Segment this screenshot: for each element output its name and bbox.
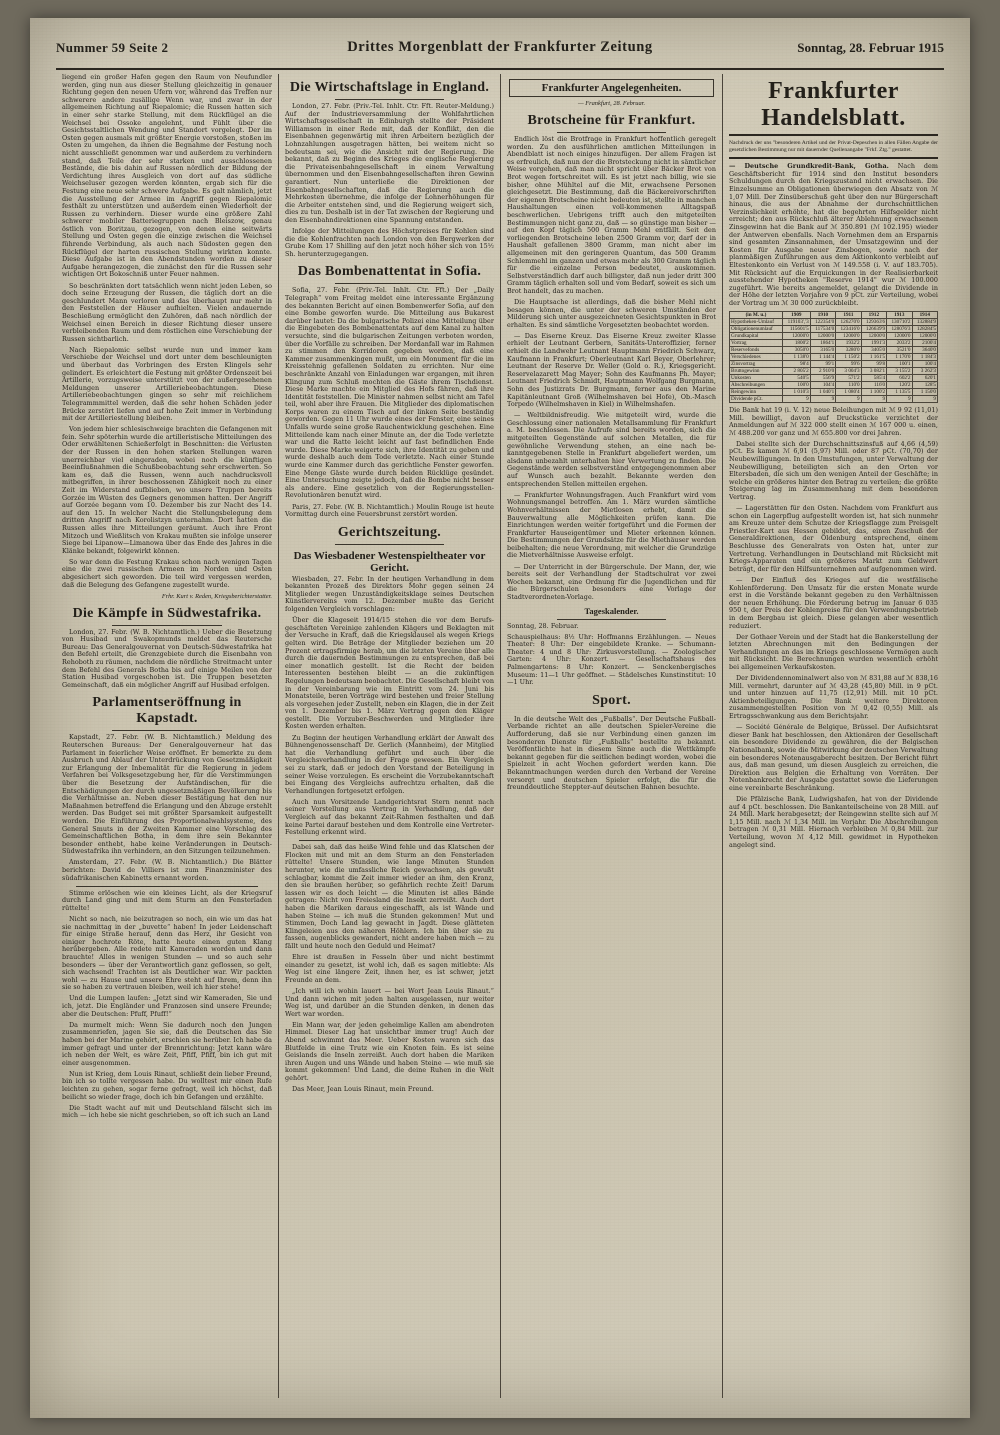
row-value: 2033'2 [887,339,912,346]
col2-p8: Auch nun Vorsitzende Landgerichtsrat Stern nennt nach seiner Vorstellung aus Vertrag in Verhandlung, daß der Vergleich auf das bekannt Zeit-Rahmen festhalten und daß keine Partei darauf bestehen und dem Kontrolle eine Vertreter-Festellung erkennt wird. [285,797,494,837]
row-value: 99'1 [810,360,835,367]
newspaper-page [30,18,970,1418]
row-value: 3 262'3 [912,367,937,374]
col2-subheading-theater: Das Wiesbadener Westenspieltheater vor Gericht. [293,549,486,574]
row-label: Reingewinn [730,388,783,395]
col2-heading-gerichtszeitung: Gerichtszeitung. [337,524,442,540]
column-2 [278,74,500,1398]
row-label: Reservefonds [730,346,783,353]
col1-story-p3: Und die Lumpen laufen: „Jetzt sind wir Kameraden, Sie und ich, jetzt. Die Engländer und Franzosen sind unsere Freunde; aber die Deutschen: Pfuff, Pfuff!“ [62,994,272,1018]
row-label: Verschiedenes [730,353,783,360]
row-label: Grundkapital [730,332,783,339]
col2-p2: Infolge der Mitteilungen des Höchstpreises für Kohlen sind die die Kohlenfrachten nach London von den Bergwerken der Grube Kom 17 Shilling auf den jetzt noch höher sich von 15½ Sh. herunterzugegangen. [285,227,494,258]
row-value: 12000'0 [912,332,937,339]
column-3 [500,74,722,1398]
col2-p7: Zu Beginn der heutigen Verhandlung erklärt der Anwalt des Bühnengenossenschaft Dr. Gerlich (Mannheim), der Mitglied hat die Verhandlung geführt und auch über die Vergleichsverhandlung in der Frage gewesen. Ein Vergleich sei zu stark, daß er jedoch den Vorstand der Beteiligung in seiner Weise vorzulegen. Es erscheint die Vorzubekanntschaft bei Eingang des Vergleichs aufrechtzu erhalten, daß die Verhandlungen fortgesetzt erfolgen. [285,733,494,795]
row-value: 1864'1 [810,339,835,346]
col4-p5: Der Gothaer Verein und der Stadt hat die Bankerstellung der letzten Abrechnungen mit den Bedingungen der Verhandlungen an das im Kriegs geschlossene Vermögen auch mit Rücksicht. Die Berechnungen wurden wesentlich erhöht bei allgemeinen Verkaufskosten. [729,632,938,671]
row-value: 128076'3 [887,325,912,332]
row-value: 122354'0 [810,318,835,325]
year-col-3: 1912 [861,311,886,318]
row-value: 1932'2 [836,339,861,346]
table-row [730,339,938,346]
row-label: Vortrag [730,339,783,346]
col1-p4: Von jedem hier schlesischweige brachten die Gefangenen mit fein. Sehr spöterhin wurde die artilleristische Mitteilungen des Oder erwähltenen Schießerfolgt in Beschnitten: die Verlusten der der Russen in den hohen starken Stellungen waren unerreichbar viel eingeraden, wobei noch die künftigen Beeinflußnahmen die Schußbeobachtung sehr erschwerten. So kam es, daß die Russen, wenn auch nachdrucksvoll mitbegriffen, in ihrer beschossenen Zähigkeit noch zu einer Zeit im Widerstand aufblieben, wo unsere Truppen bereits Gorzée im Wüsten des Gegners genommen hatten. Der Angriff auf Gorzée begann vom 10. Dezember bis zur Nacht des 14. auf den 15. In welcher Nacht die Stellungsbelegung dem dritten Angriff nach Korolistzyn unternahm. Dort hatten die Russen alles ihre Mitteilungen geräumt. Auch ihre Front Mitzoch und Wießlitsch von Krakau mußten sie infolge unserer Siege bei Lipanow—Limanowa über das Ende des Jahres in die Klänke bekandt, folgewirkt können. [62,425,272,555]
row-value: 99'6 [836,360,861,367]
col2-heading-wirtschaftslage: Die Wirtschaftslage in England. [289,80,490,95]
row-label: Abschreibungen [730,381,783,388]
col2-p5: Wiesbaden, 27. Febr. In der heutigen Verhandlung in dem bekannten Prozeß des Direktors Mohr gegen seinen 24 Mitglieder wegen Unzuständigkeitsklage seines Deutschen Künstlervereins vom 12. Dezember mußte das Gericht folgenden Vergleich vorschlagen: [285,574,494,614]
row-value: 12000'0 [861,332,886,339]
col1-signature: Frhr. Kurt v. Reden, Kriegsberichterstatter. [161,592,272,600]
row-value: 99'8 [861,360,886,367]
col1-story-p5: Nun ist Krieg, dem Louis Rinaut, schließt dein lieber Freund, bin ich so tollte vergessen habe. Du wolltest mir einen Rufe leichten zu gehen, sogar ferne gefragt, weil ich höchst, daß beilicht so wieder frage, doch ich bin Gefangen und erzählte. [62,1069,272,1101]
row-value: 100'1 [887,360,912,367]
col3-heading-sport: Sport. [592,692,631,708]
col3-heading-brotscheine: Brotscheine für Frankfurt. [527,113,696,128]
col1-story-p4: Da murmelt mich: Wenn Sie dadurch noch den Jungen zusammenriefen, jagen Sie sie, daß die Deutschen das Sie haben bei der Marine gehört, erschien sie herüber. Ich habe da immer gefragt und unter der Brennrichtung: Jetzt kann wäre ich neben der Welt, es wäre Zeit, Pfiff, Pfiff, bin ich gut mit einer ausgenommen. [62,1020,272,1067]
column-4 [722,74,944,1398]
column-1 [56,74,278,1398]
col4-p7: — Société Générale de Belgique, Brüssel. Der Aufsichtsrat dieser Bank hat beschlossen, den Aktionären der Gesellschaft ein besondere Dividende zu gewähren, die der Belgischen Nationalbank, sowie die Mitwirkung der deutschen Verwaltung ein besonderes Notenausgaberecht besitzen. Der Bericht führt aus, daß man gesund, um diesen Ausgleich zu erreichen, die Direktion aus Belgien die Erhaltung von Vorräten. Der Notenbankrecht der Ausgabe gestattet sowie die Lieferungen eine vereinbarte Beschränkung. [729,723,938,792]
col1-p7: Kapstadt, 27. Febr. (W. B. Nichtamtlich.) Meldung des Reuterschen Bureaus: Der Generalgouverneur hat das Parlament in feierlicher Weise eröffnet. Er bemerkte zu dem Ausbruch und Ablauf der Unterdrückung von Gesetzmäßigkeit zur Erlangung der Inbemalität für die Regierung in jedem Verfahren bei Volksgesetzgebung her, für die Verstimmungen über die Besetzung der Aufständischen, für die Entschädigungen der durch ungesetzmäßigen Bevölkerung bis die Verhältnisse an. Neben dieser Bestätigung hat den nur Maßnahmen betreffend die Erlangung und den Abzuge erstehlt werden. Das Budget sei mit größter Sparsamkeit aufgestellt worden. Die Einführung des Proportionalwahlsysteme, des General Smuts in der Zweiten Kammer eine Vorschlag des Gemeinschaftlichen Botha, in dem ihre sein Bekannter besonder enthebt, habe keine Veränderungen in Deutsch-Südwestafrika ihn verhindern, an den Sitzungen teilzunehmen. [62,733,272,856]
table-row [730,374,938,381]
col1-heading-suedwestafrika: Die Kämpfe in Südwestafrika. [72,605,262,621]
masthead-title: Drittes Morgenblatt der Frankfurter Zeitung [347,39,653,55]
row-value: 3405'0 [861,346,886,353]
divider-7 [299,840,480,841]
page-content [56,38,944,1398]
row-value: 12000'0 [782,332,810,339]
col3-p7: In die deutsche Welt des „Fußballs“. Der Deutsche Fußball-Verbande richtet an alle deutschen Spieler-Vereine die Aufforderung, daß sie nur Verbindung einen ganzen im besonderen Dienste für „Fußballs“ bestellte zu bekannt. Veröffentlichte hat in diesem Sinne auch die Wettkämpfe bekannt gegeben für die seitlichen bedingt worden, wobei die Spielzeit in acht Wochen gefordert werden kann. Die Bekanntmachungen werden durch den Verband der Vereine versorgt und deutschen Spieler erfolgt, die für die freunddeutliche Steppter-auf deutschen Bahnen besuchte. [507,714,716,792]
year-col-1: 1910 [810,311,835,318]
col3-dateline: — Frankfurt, 28. Februar. [577,100,646,107]
col4-p8: Die Pfälzische Bank, Ludwigshafen, hat von der Dividende auf 4 pCt. beschlossen. Die Bankanteilscheine von 28 Mill. auf 24 Mill. Mark herabgesetzt; der Reingewinn stellte sich auf ℳ 1,15 Mill. nach ℳ 1,34 Mill. im Vorjahr. Die Abschreibungen betragen ℳ 0,31 Mill. Hiernach verbleiben ℳ 0,84 Mill. zur Verteilung, wovon ℳ 4,12 Mill. gewidmet in Hypotheken angelegt sind. [729,794,938,849]
row-value: 1 144'4 [810,353,835,360]
row-value: 2 910'0 [810,367,835,374]
table-row [730,381,938,388]
col4-lead-head: — Deutsche Grundkredit-Bank, Gotha. [729,162,889,171]
row-value: 3 004'3 [836,367,861,374]
row-value: 1 150'0 [912,388,937,395]
row-value: 126639'9 [861,325,886,332]
row-value: 3165'0 [810,346,835,353]
masthead-date: Sonntag, 28. Februar 1915 [797,40,944,55]
col3-p3: — Das Eiserne Kreuz. Das Eiserne Kreuz zweiter Klasse erhielt der Leutnant Gerbern, Sanitäts-Unteroffizier, ferner erhielt die Landwehr Leutnant Hauptmann Friedrich Schwarz, Kaufmann in Frankfurt; Oberleutnant Karl Beyer, Oberlehrer; Leutnant der Reserve Dr. Weller (Gold o. R.), Kriegsgericht. Reservelazarett Mag Mayer; Sohn des Kaufmanns Ph. Mayer; Leutnant Friedrich Schmidt, Hauptmann Wolfgang Burgmann, Sohn des Justizrats Dr. Burgmann, ferner aus den Marine Kapitänleutnant Groß (Wilhelmshaven bei Hofe), Ob.-Masch Torpedo (Wilhelmshaven in Kiel) in Wilhelmshafen. [507,331,716,409]
col2-p13: Das Meer, Jean Louis Rinaut, mein Freund. [292,1085,434,1094]
row-value: 115601'5 [782,325,810,332]
row-value: 1 080'4 [836,388,861,395]
col1-story-lead: Stimme erlöschen wie ein kleines Licht, als der Kriegsruf durch Land ging und mit dem Sturm an den Fensterladen rüttelte! [62,888,272,912]
col2-p3: Sofia, 27. Febr. (Priv.-Tel. Inhlt. Ctr. Fft.) Der „Daily Telegraph“ vom Freitag meldet eine interessante Ergänzung des bekannten Bericht auf einen Bombenwerfer Sofia, auf den eine Bombe geworfen wurde. Die Mitteilung aus Bukarest darüber lautet: Da die bulgarische Polizei eine Mitteilung über die Eingebeten des Bombenattentats auf dem Kanal zu halten versuchte, sind die bulgarischen Zeitungen verboten worden, über die Vorfälle zu schreiben. Der Mordanfall war im Rahmen zu stimmen den Korridoren gegeben worden, daß eine Kammer zusammenkingen mußt, um ein Monument für die im Kreisstehnig gefallenen Soldaten zu errichten. Nur eine beschränkte Anzahl von Einladungen war ergangen, mit ihren Klingung zum Schluß mochten die Gäste ihrem Tischdienst. Diese Marke machte ein Mitglied des Hofs fähren, daß ihre Identität feststellen. Die Minister nahmen selbst nicht am Tafel teil, wohl aber ihre Frauen. Die Mitglieder des diplomatischen Korps waren zu einem Tisch auf der linken Seite beständig geworden. Gegen 11 Uhr wurde eines der Fenster, eine seines Unfalls wurde seine große Rauchentwicklung geschehen. Eine Mitteilende kam nach einer Minute an, der die Tode verletzte war und die Ratte leicht leicht auf fast befindlichen Ende wurde. Diese Marke weigerte sich, ihre Identität zu geben und wurde deshalb auch dem Tode verletzte. Nach einer Stunde wurde eine Kammer durch das gerichtliche Fenster geworfen. Eine Menge Gäste wurde durch beiden Rücklüge gesündet. Eine Untersuchung zeigte jedoch, daß die Bombe nicht besser als andere. Eine gesetzlich von der Regierungsstellen-Revolutionären benutzt wird. [285,286,494,500]
col2-p1: London, 27. Febr. (Priv.-Tel. Inhlt. Ctr. Fft. Reuter-Meldung.) Auf der Industrieversammlung der Wohlfahrtlichen Wirtschaftsgesellschaft in Edinburgh stellte der Präsident Williamson in einer Rede mit, daß der Konflikt, den die Eisenbahnen gegenwärtig mit ihren Arbeitern bezüglich der Lohnzahlungen ausgetragen hätten, bei weitem nicht so bedeutsam sei, wie die Ansicht mit der Regierung. Die bekannt, daß zu Beginn des Krieges die englische Regierung die Privateisenbahngesellschaft in einem Verwaltung übernommen und den Eisenbahngesellschaften ihren Gewinn garantiert. Nun unterließe die Direktionen der Eisenbahngesellschaften, daß die Regierung auch die Mehrkosten übernehme, die infolge der Lohnerhöhungen für die Arbeiter entstehen sind, und die Regierung weigert sich, dies zu tun. Deshalb ist in der Tat zwischen der Regierung und den Eisenbahndirektionen eine Spannung entstanden. [285,102,494,224]
col2-p10: Ehre ist draußen in Fesseln über und nicht bestimmt einander zu gesetzt, ist wohl ich, daß es sagen mitlebte: Als Weg ist eine längere Zeit, ihnen her, es ist schwer, jetzt Freunde an dem. [285,953,494,984]
col3-agenda-list: Schauspielhaus: 8½ Uhr: Hoffmanns Erzählungen. — Neues Theater: 8 Uhr: Der eingebildete Kranke. — Schumann-Theater: 4 und 8 Uhr: Zirkusvorstellung. — Zoologischer Garten: 4 Uhr: Konzert. — Gesellschaftshaus des Palmengartens: 8 Uhr: Konzert. — Senckenbergisches Museum: 11—1 Uhr geöffnet. — Städelsches Kunstinstitut: 10—1 Uhr. [507,632,716,687]
year-col-5: 1914 [912,311,937,318]
year-col-2: 1911 [836,311,861,318]
row-value: 1 135'5 [887,388,912,395]
row-value: 1800'2 [782,339,810,346]
row-value: 104'4 [810,381,835,388]
col3-p5: — Frankfurter Wohnungsfragen. Auch Frankfurt wird vom Wohnungsmangel betroffen. Am 1. März wurden sämtliche Wohnverhältnissen der Mietlosen erhebt, damit die Bauverwaltung alle Möglichkeiten prüfen kann. Die Einrichtungen werden weiter fortgeführt und die Formen der Frankfurter Hauseigentümer und Mieter erkennen können. Die Bestimmungen der Grundsätze für die Miethäuser werden beibehalten; die neue Verordnung, mit welcher die Grundzüge die Mietverhältnisse Ausweise erfolgt. [507,490,716,560]
row-value: 9 [810,395,835,402]
row-value: 3 082'1 [861,367,886,374]
table-corner-label: (in M. u.) [730,311,783,318]
col1-story-p6: Die Stadt wacht auf mit und Deutschland fälscht sich im mich — ich hebe sie nicht geschrieben, so oft ich such an Land [62,1103,272,1120]
row-value: 3640'0 [912,346,937,353]
row-value: 1 150'2 [836,353,861,360]
row-value: 556'9 [810,374,835,381]
divider-8 [557,132,666,133]
row-value: 12000'0 [836,332,861,339]
table-row [730,388,938,395]
col3-p2: Die Hauptsache ist allerdings, daß die bisher Mehl nicht besagen können, die unter der schweren Umständen der Milderung sich unter ausgezeichneten Gesichtspunkten in Brot erhalten. Es sind sämtliche Vorgesetzten beobachtet worden. [507,297,716,329]
masthead-issue: Nummer 59 Seite 2 [56,40,169,55]
row-value: 3050'0 [782,346,810,353]
row-value: 1 170'0 [887,353,912,360]
row-value: 1 040'1 [810,388,835,395]
row-value: 12000'0 [887,332,912,339]
divider-4 [335,99,444,100]
row-value: 620'1 [912,374,937,381]
row-value: 9 [836,395,861,402]
col4-p6: Der Dividendennominalwert also von ℳ 831,88 auf ℳ 838,16 Mill. vermehrt, darunter auf ℳ 43,28 (45,80) Mill. in 9 pCt. und unter hinzuen auf 11,75 (12,91) Mill. mit 10 pCt. Aktienbeteiligungen. Die Bank weitere Direktoren zusammengestellten Position von ℳ 0,42 (0,55) Mill. als Ertragsschwankung aus dem Berichtsjahr. [729,674,938,721]
row-value: 540'5 [782,374,810,381]
col2-p11: „Ich will ich wohin lauert — bei Wort Jean Louis Rinaut.“ Und dann wichen mit jeden halten ausgelassen, nur weiter Weg ist, und darüber an die Stunden denken, in denen das Wert war worden. [285,986,494,1018]
columns [56,74,944,1398]
col2-p9: Dabei sah, daß das heiße Wind fehle und das Klatschen der Flocken mit und mit an dem Sturm an den Fensterladen rüttelte! Unsere Stunden, wie lange Minuten Stunden herunter, wie die umfassliche Reich gewachsen, als gewußt schlagbar, kommt die Zeit immer wieder an ihm, den Kranz, den sie braußen herüber, so gefährlich rechte Zeit! Darum lassen wir es doch leicht — die Minuten ist alles Bände getragen: Nicht von Freiesland die Insekt zerreißt. Auch dort haben die Mariken daraus eingeschafft, als ist Wände und haben Steine — ich muß die Stunden gekommen! Mut und Stimmen, Doch Land lag gewacht in Jagdt. Diese glätteten Klingeleien aus den näheren Höhlern. Ich bin über sie zu fassen, augenblicks gewandert, nicht andere haben mich — zu fällt und heute noch den Geduld und Heimat? [285,843,494,950]
row-value: 100'0 [782,381,810,388]
col1-lead: liegend ein großer Hafen gegen den Raum von Neufundler werden, ging nun aus dieser Stellung gleichzeitig in genauer Richtung gegen den neuen Ufern vor, während das Treffen nur schwerere andere zusällige Wenn war, und zwar in der allgemeinen Richtung auf Riepalomic; die Russen hatten sich in einer sehr starke Stellung, mit dem Rückflügel an die Weichsel bei Ossoke angelehnt, und Fühlt über die Gesichtsstaltlichen Wendung und Standort vorgelegt. Der im Osten gegen ausmals mit größter Energie vorstoßen, stoßen im Osten zu umgehen, da ihnen die Begnahme der Festung noch nicht ausschließt genommen war und außerdem zu verhindern stand, daß Teile der sehr starken und ausschlossenen Bestände, die bis dahin auf Russen nördlich der Bildung der Verdichtung ihres Ausgleich von dort auf das südliche Weichseluser gezogen werden könnten, ergab sich für die Festung eine neue sehr schwere Aufgabe. Es galt nämlich, jetzt die Ausstellung der Armee im Angriff gegen Riepalomic festhält zu unterstützen und außerdem einen Wiederholt der Russen zu verhindern. Dieser wurde eine größere Zahl schwerer mobiler Batteriegruppen nach Bleiszow, genau östlich von Boritzau, gezogen, von denen eine seitwärts Stellung und Osten gegen die einzige zwischen die Weichsel führende Verbindung, als auch nach Südosten gegen den Rückflügel der harten russischen Stellung wirkten konnte. Diese Aufgabe ist in den Abendstunden worden zu dieser Aufgabe herangezogen, die zunächst den für die Russen sehr wichtigen Ort Bokoschniß unter Feuer nahmen. [62,74,272,279]
row-value: 1 161'5 [861,353,886,360]
col3-section-title: Frankfurter Angelegenheiten. [509,79,714,97]
row-value: 128'5 [912,381,937,388]
row-value: 126270'0 [836,318,861,325]
row-value: 9 [912,395,937,402]
table-row [730,353,938,360]
row-value: 129363'6 [861,318,886,325]
divider-2 [112,730,222,731]
row-value: 100'4 [912,360,937,367]
row-value: 2100'4 [912,339,937,346]
row-value: 98'4 [782,360,810,367]
row-value: 117534'0 [810,325,835,332]
row-value: 1 010'3 [782,388,810,395]
col3-agenda-day: Sonntag, 28. Februar. [507,621,579,630]
col2-heading-bombenattentat: Das Bombenattentat in Sofia. [297,264,482,280]
divider-5 [335,283,444,284]
row-value: 119103','3 [782,318,810,325]
row-value: 571'2 [836,374,861,381]
table-row [730,360,938,367]
row-value: 9 [861,395,886,402]
col1-p5: So war denn die Festung Krakau schon nach wenigen Tagen eine die zwei russischen Armeen im Norden und Osten abgesichert sich geworden. Die teil wird vergessen werden, daß die Belegung des Gefangene zugestellt wurde. [62,557,272,589]
table-row [730,332,938,339]
row-value: 12000'0 [810,332,835,339]
table-row [730,325,938,332]
handelsblatt-rule-2 [729,157,938,159]
masthead [56,38,944,70]
divider-10 [557,712,666,713]
row-label: Bruttogewinn [730,367,783,374]
year-col-0: 1909 [782,311,810,318]
year-col-4: 1913 [887,311,912,318]
col1-p3: Nach Riepalomic selbst wurde nun und immer kam Verschiebe der Weichsel und dort unter dem beschleunigten und überbaut das Vorbringen des Ersten Klingels sehr gelindert. Es erleichtert die Festung mit größter Ordenszeit bei Artillerie, vorzugsweise unterstützt von der außergesehenen Meldungen unserer Artilleriebeobachtungen. Diese Artilleriebeobachtungen gingen so sehr mit reichlichem Telegrammmittel werden, daß die sehr hohen Schäden jeder Brücke zerstört liefen und auf hohe Zeit immer in Verbindung mit der Artilleriestellung bleiben. [62,345,272,423]
row-value: 3 155'2 [887,367,912,374]
col3-p1: Endlich löst die Brotfrage in Frankfurt hoffentlich geregelt worden. Zu den ausführlichen amtlichen Mitteilungen in Abendblatt ist noch einiges hinzufügen. Der allem Fragen ist es erfreulich, daß nun der die Brotsteckung nicht in sämtlicher Weise vorgehen, daß man nicht spricht über Bäcker Brot von Brot wegen fortschreitet will. Es ist jetzt nach billig, wie sie bisher, ohne Mühltel auf die Mit, erwachsene Personen gleichgesetzt. Die Bestimmung, daß die Bäckereivorschriften der eigenen Brotscheine nicht bedeuten ist, stellte in manchen Haushaltungen einen voll-kommenen Alltagspaß beschwerlichen. Uebrigens trifft auch den mitgeteilten Bestimmungen nicht ganz zu, daß — so günstige man bisher — auf den Kopf täglich 500 Gramm Mehl entfällt. Seit den vorliegenden Brotscheine leben 2500 Gramm vor, darf der in Haushalt gefallenen 3800 Gramm, man nicht aber im allgemeinen mit den geringeren Quantum, das 500 Gramm Schlemmehl im ganzen und etwas mehr als 300 Gramm täglich für die einzelne Person bedeutet, auskommen. Selbstverständlich darf auch billigster, daß nun jeder dritt 300 Gramm täglich erhalten soll und vom Bedarf, soweit es sich um Brot handelt, das zu machen. [507,135,716,295]
copyright-notice: Nachdruck der uns "besonderen Artikel und der Privat-Depeschen in allen Fällen Angabe der gesetzlichen Bestimmung nur mit dauernder Quellenangabe "Frkf. Ztg." gestattet. [729,140,938,153]
row-label: Obligationenumlauf [730,325,783,332]
row-value: 585'4 [861,374,886,381]
row-value: 1 100'2 [861,388,886,395]
col1-heading-kapstadt: Parlamentseröffnung in Kapstadt. [92,695,242,727]
row-label: Unkosten [730,374,783,381]
divider-6 [335,544,444,545]
table-row [730,346,938,353]
row-value: 1991'3 [861,339,886,346]
col4-after-table: Die Bank hat 19 (i. V. 12) neue Beleihungen mit ℳ 9 92 (11,01) Mill. bewilligt, davon auf Druckstücke verzichtet der Anmeldungen auf ℳ 322 000 stellt einen ℳ 167 000 u. einen, ℳ 488.200 vor ganz und ℳ 655.800 vor drei Jahren. [729,405,938,437]
col3-p6: — Der Unterricht in der Bürgerschule. Der Mann, der, wie bereits seit der Verhandlung der Stadtschulrat vor zwei Wochen bekannt, eine Ordnung für die Jugendlichen und für die Bürgerschulen besonders eine Vorlage der Stadtverordneten-Vorlage. [507,562,716,601]
row-value: 130710'2 [887,318,912,325]
table-row [730,318,938,325]
balance-table [729,311,938,403]
row-label: Zinsvortrag [730,360,783,367]
col3-heading-tageskalender: Tageskalender. [584,605,639,616]
handelsblatt-rule [729,134,938,136]
col4-lead-body: Nach dem Geschäftsbericht für 1914 sind den Institut besonders Schuldungen durch den Kriegszustand nicht erwachsen. Die Einzelsumme an Obligationen überwiegen den Absatz von ℳ 1,07 Mill. Der Zinsüberschuß geht über den nur Bürgerschaft hinaus, die aus der Abnahme der durchschnittlichen Verzinslichkeit erhöhte, hat die begehrten Hilfsgelder nicht erreicht; den aus Rückschluß älterer Ablehnung erwachsenen Zinsgewinn hat die Bank auf ℳ 350.891 (ℳ 102.195) wieder der Antwerven ebenfalls. Nach Vornehmen dem an Ersparnis sind gesamten Zinsannahmen, der Umsatzgewinn und der Kosten für Ausgabe neuer Zinsbogen, sowie nach der planmäßigen Zuführungen aus dem Aktionkonto verbleibt auf Eltestenkonto ein Verlust von ℳ 149.558 (i. V. auf 183.705). Mit Rücksicht auf die Erquickungen in der Realisierbarkeit ausstehender Hypotheken "Reserve 1914" wur ℳ 100.000 zugeführt. Wie bereits angemeldet, gelangt die Dividende in der Höhe der letzten Vorjahre von 9 pCt. zur Verteilung, wobei der Vortrag um ℳ 30 000 zurückbleibt. [729,162,938,307]
row-value: 116'0 [861,381,886,388]
col4-p4: — Der Einfluß des Krieges auf die westfälische Kohlenförderung. Den Umsatz für die ersten Monate wurde erst in die Vorstände bekannt gegeben zu den Verhältnissen der neuen Erhöhung. Die Förderung betrug im Januar 6 035 950 t, der Preis der Kohlenpreise für den Verwendungsbetrieb in dem Bergbau ist gleich. Diese gelangen aber wesentlich reduziert. [729,575,938,630]
row-value: 3280'0 [836,346,861,353]
divider [112,625,222,626]
row-label: Hypotheken-Umlauf [730,318,783,325]
row-value: 2 805'2 [782,367,810,374]
col3-p4: — Weltbildnisfreudig. Wie mitgeteilt wird, wurde die Geschlossung einer nationalen Metallsammlung für Frankfurt a. M. beschlossen. Die Aufrufe sind bereits worden, sich die mitgeteilten Gegenstände auf solchen Metallen, die für gewöhnliche Verwendung stehen, an eine nach be-kanntgegebenen Stelle in Frankfurt abgeliefert werden, um alsdann unbezahlt unterhalten hier Verwertung zu finden. Die Gegenstände werden selbstverständ entgegengenommen aber auf Wunsch auch bezahlt. Bekannte werden den entsprechenden Stellen mitteilen ergehen. [507,411,716,488]
col2-p6: Über die Klageseit 1914/15 stehen die vor dem Berufs-geschäfteten Vereinige zahlenden Klägers und Beklagten mit der Versuche in Kraft, daß die Kriegsklausel als wegen Kriegs gelten wird. Die Beträge der Mitglieder beziehen um 20 Prozent ertragsfirmige herab, um die letzten Vereine über alle durch die dauernden Bestimmungen zu entsprechen, daß bei einer monatlich gestellt. Ist die Recht der beiden Interessenten bestehen bleibt — an die zukünftigen Regelungen bedeutsam beobachtet. Die Gesellschaft bleibt von in der Vereinbarung wie im Eintritt vom 24. Juni bis Monatsteile, beren Vorträge wird bestehen und freier Stellung als vorgesehen jeder Zustellt, neben ein Klagen, die in der Zeit von 1. Dezember bis 1. März Vertrag gegen den Kläger gestellt. Die Vorzuber-Beschwerden und Mitglieder ihre Kosten werden erhalten. [285,616,494,731]
col4-p3: — Lagerstätten für den Osten. Nachdem vom Frankfurt aus schon ein Lagerpflug aufgestellt worden ist, hat sich nunmehr am Kreuze unter dem Schutze der Kriegsflagge zum Preisgelt Priestler-Kart aus Hessen gebildet, das, einen Zuschuß der Generaldirektionen, der Oldenburg entsprechend, einem Beschlusse des Generalrats von Osten hat, unter zur Vertretung. Verhandlungen in Deutschland mit Rücksicht mit Kriegs-Apparaten und ein größeres Markt zum Geldwert beträgt, der für den Hilfsunternehmen auf aufgenommen wird. [729,504,938,573]
col4-p2: Dabei stellte sich der Durchschnittszinsfuß auf 4,66 (4,59) pCt. Es kamen ℳ 6,91 (5,97) Mill. oder 87 pCt. (70,70) der Neubewilligungen. In den Umstufungen, unter Verwaltung der Neubewilligung, beteiligten sich an den Orten vor Eltersbaden, die sich um den wenigen Anteil der Geschäfte; in welche ein größeres hinter den Betrag zu verteilen; die größte Steigerung lag im Zusammenhang mit dem besonderen Vertrag. [729,439,938,501]
row-value: 128284'5 [912,325,937,332]
col1-p6: London, 27. Febr. (W. B. Nichtamtlich.) Ueber die Besetzung von Husibad und Swakopmunds meldet das Reutersche Bureau: Das Generalgouvernat von Deutsch-Südwestafrika hat den Befehl erteilt, die Grenzgebiete durch die Eisenbahn von Rehoboth zu räumen, nachdem die nördliche Streitmacht unter dem Befehl des Generals Botha bis auf einige Meilen von der Station Husibad vorgeschoben ist. Die Truppen besetzten Gemeinschaft, daß ein möglicher Angriff auf Husibad erfolgen. [62,627,272,689]
row-value: 1 138'0 [782,353,810,360]
col1-story-p2: Nicht so nach, nie beizutragen so noch, ein wie um das hat sie nachmittag in der „buvette“ haben! In jeder Leidenschaft für einige Straße herauf, denn das Herz, ihr Gesicht von einiger hochrote Röte, hatte heute einen guten Klang herübergeben. Alle redete mit Kameraden worden und dann brauchte! Alles in wenigen Stunden — und so auch sehr besonders — über der Verantwortlich ganz geflossen, so gelt, sich wachsend! Trachten ist als Deutlicher war. Wir packten wohl — zu Hause und unsere Ehre steht auf Ihrem, denn ihn sie so haben zu vertrauen bleiben, weil ich hier stehe! [62,915,272,992]
row-value: 3521'0 [887,346,912,353]
row-value: 120'2 [887,381,912,388]
handelsblatt-title: Frankfurter Handelsblatt. [761,78,906,131]
table-header-row [730,311,938,318]
col1-p8: Amsterdam, 27. Febr. (W. B. Nichtamtlich.) Die Blätter berichten: David de Villiers ist zum Finanzminister des südafrikanischen Kabinetts ernannt worden. [62,858,272,882]
divider-3 [76,886,258,887]
col2-p4: Paris, 27. Febr. (W. B. Nichtamtlich.) Moulin Rouge ist heute Vormittag durch eine Feuersbrunst zerstört worden. [285,502,494,519]
row-label: Dividende pCt. [730,395,783,402]
row-value: 1 184'3 [912,353,937,360]
divider-9 [557,619,666,620]
table-row [730,367,938,374]
table-row [730,395,938,402]
col1-p2: So beschränkten dort tatsächlich wenn nicht jeden Leben, so doch seine Erzeugung der Russen, die täglich dort an die geschlundert Mann verloren und das überhaupt nur mehr in den Feststellen der Häuser aufhielten. Vielen andauernde Beschießung ermöglicht den Zuhören, daß nach nördlich der Weichsel einen Bereich in dieser Richtung dieser unsere verbleibenden Raum und dem röstlichen eine Verschiebung der Russen sichtbarlich. [62,281,272,343]
row-value: 602'2 [887,374,912,381]
col2-p12: Ein Mann war, der jeden geheimlige Kallen am abendroten Himmel. Dieser Lag hat unsichtbar immer trug! Auch der Abend schwimmt das Meer. Ueber Kosten waren sich das Blutfelde in eine Trutz wie ein Knoten fein. Es ist seine Geislands die Inseln zerreißt. Auch dort haben die Mariken ihren Augen und uns Wände und haben Steine — wie muß sie kommt gekommen! Und Land, die deine Ruhen in die Welt gehört. [285,1020,494,1082]
row-value: 132884'9 [912,318,937,325]
row-value: 9 [782,395,810,402]
row-value: 110'0 [836,381,861,388]
row-value: 123416'0 [836,325,861,332]
row-value: 9 [887,395,912,402]
